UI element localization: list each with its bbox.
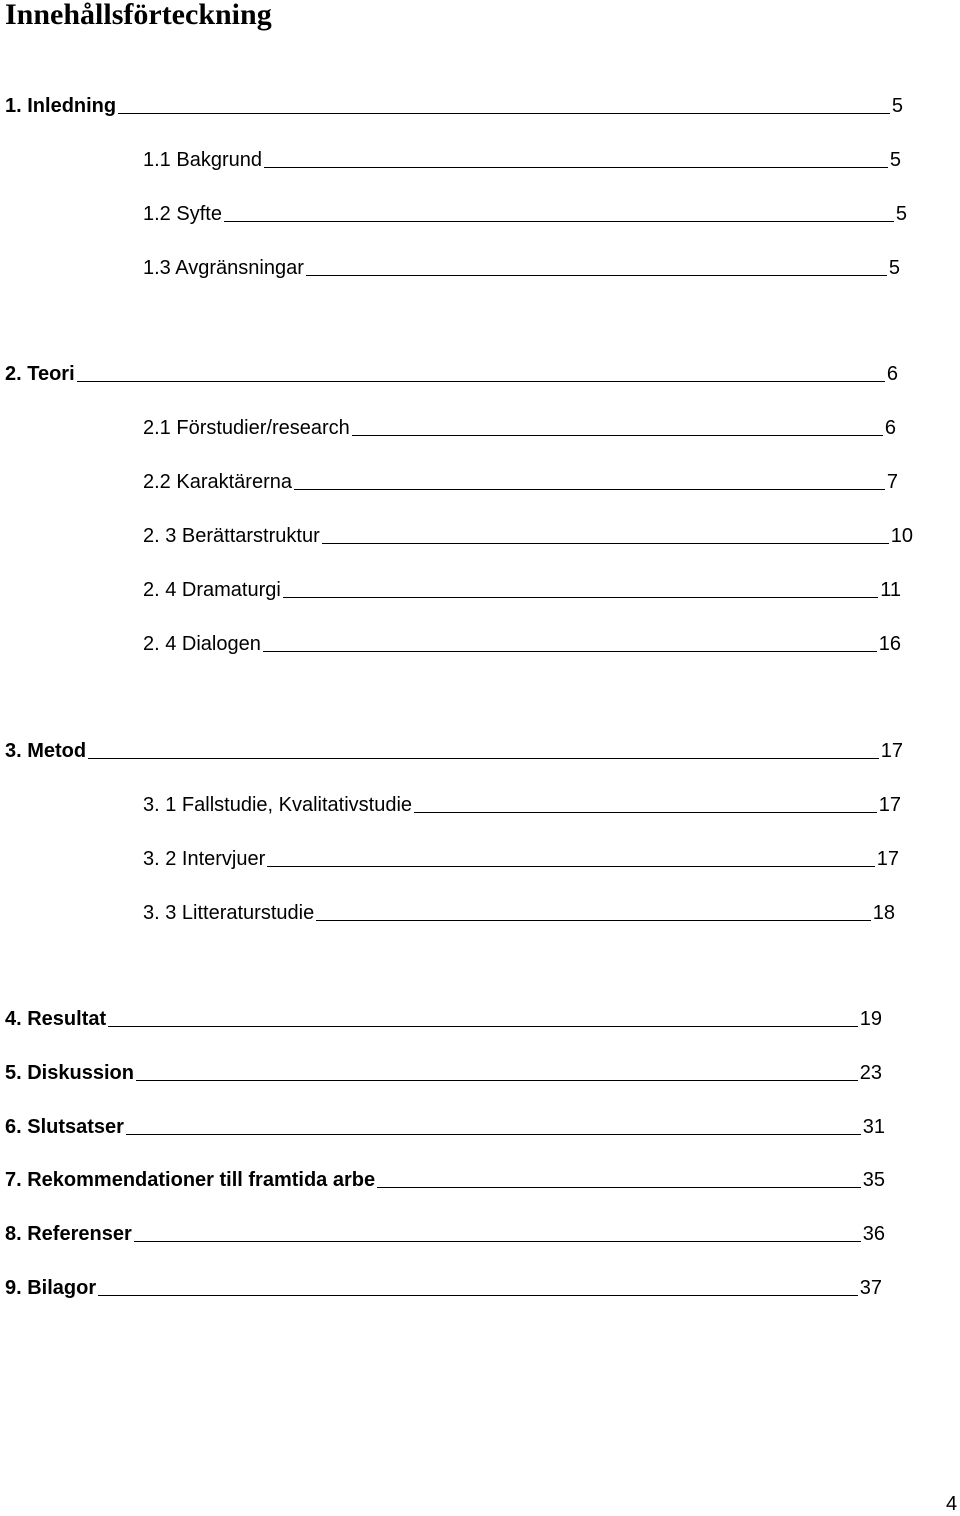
toc-entry-fallstudie[interactable] xyxy=(143,789,901,817)
toc-entry-page: 17 xyxy=(876,848,899,870)
toc-entry-label: 1.3 Avgränsningar xyxy=(143,257,304,279)
toc-leader-line xyxy=(98,1295,858,1296)
toc-leader-line xyxy=(316,920,871,921)
toc-leader-line xyxy=(352,435,883,436)
toc-entry-berattarstruktur[interactable] xyxy=(143,520,913,548)
toc-entry-page: 5 xyxy=(888,257,900,279)
toc-entry-page: 35 xyxy=(862,1169,885,1191)
toc-entry-label: 2.1 Förstudier/research xyxy=(143,417,350,439)
toc-entry-page: 19 xyxy=(859,1008,882,1030)
toc-entry-bakgrund[interactable] xyxy=(143,144,901,172)
toc-entry-label: 2. 3 Berättarstruktur xyxy=(143,525,320,547)
toc-entry-page: 5 xyxy=(895,203,907,225)
toc-entry-page: 11 xyxy=(880,579,901,601)
toc-entry-bilagor[interactable] xyxy=(5,1272,882,1300)
toc-entry-syfte[interactable] xyxy=(143,198,907,226)
toc-entry-inledning[interactable] xyxy=(5,90,903,118)
page-title: Innehållsförteckning xyxy=(5,0,272,31)
toc-entry-page: 5 xyxy=(891,95,903,117)
toc-leader-line xyxy=(377,1187,861,1188)
toc-entry-label: 2. 4 Dialogen xyxy=(143,633,261,655)
toc-entry-avgransningar[interactable] xyxy=(143,252,900,280)
toc-entry-label: 3. 3 Litteraturstudie xyxy=(143,902,315,924)
toc-entry-page: 17 xyxy=(880,740,903,762)
toc-entry-page: 5 xyxy=(889,149,901,171)
toc-entry-label: 1.2 Syfte xyxy=(143,203,222,225)
toc-entry-page: 6 xyxy=(884,417,896,439)
toc-entry-page: 18 xyxy=(872,902,895,924)
toc-entry-label: 6. Slutsatser xyxy=(5,1116,124,1138)
toc-entry-dramaturgi[interactable] xyxy=(143,574,901,602)
toc-entry-label: 3. 1 Fallstudie, Kvalitativstudie xyxy=(143,794,413,816)
toc-leader-line xyxy=(77,381,885,382)
toc-entry-page: 23 xyxy=(859,1062,882,1084)
toc-entry-referenser[interactable] xyxy=(5,1218,885,1246)
toc-entry-resultat[interactable] xyxy=(5,1003,882,1031)
toc-entry-page: 6 xyxy=(886,363,898,385)
toc-leader-line xyxy=(414,812,877,813)
toc-entry-label: 7. Rekommendationer till framtida arbe xyxy=(5,1169,376,1191)
toc-entry-label: 2. 4 Dramaturgi xyxy=(143,579,281,601)
toc-leader-line xyxy=(134,1241,861,1242)
toc-leader-line xyxy=(263,651,877,652)
toc-leader-line xyxy=(118,113,890,114)
toc-entry-slutsatser[interactable] xyxy=(5,1111,885,1139)
toc-leader-line xyxy=(136,1080,858,1081)
toc-entry-intervjuer[interactable] xyxy=(143,843,899,871)
toc-entry-karaktarerna[interactable] xyxy=(143,466,898,494)
toc-leader-line xyxy=(306,275,887,276)
toc-entry-page: 31 xyxy=(862,1116,885,1138)
toc-entry-dialogen[interactable] xyxy=(143,628,901,656)
toc-leader-line xyxy=(322,543,889,544)
toc-entry-label: 9. Bilagor xyxy=(5,1277,97,1299)
page-number: 4 xyxy=(946,1493,958,1515)
toc-entry-page: 7 xyxy=(886,471,898,493)
toc-entry-forstudier[interactable] xyxy=(143,412,896,440)
toc-leader-line xyxy=(264,167,888,168)
toc-entry-label: 1. Inledning xyxy=(5,95,117,117)
toc-leader-line xyxy=(108,1026,858,1027)
toc-entry-label: 1.1 Bakgrund xyxy=(143,149,262,171)
toc-entry-page: 36 xyxy=(862,1223,885,1245)
toc-entry-page: 37 xyxy=(859,1277,882,1299)
toc-entry-label: 3. Metod xyxy=(5,740,87,762)
toc-leader-line xyxy=(88,758,879,759)
toc-entry-label: 8. Referenser xyxy=(5,1223,132,1245)
toc-entry-diskussion[interactable] xyxy=(5,1057,882,1085)
toc-leader-line xyxy=(126,1134,861,1135)
toc-entry-litteraturstudie[interactable] xyxy=(143,897,895,925)
toc-entry-teori[interactable] xyxy=(5,358,898,386)
toc-entry-page: 16 xyxy=(878,633,901,655)
toc-leader-line xyxy=(224,221,894,222)
toc-entry-label: 4. Resultat xyxy=(5,1008,107,1030)
toc-entry-label: 2.2 Karaktärerna xyxy=(143,471,292,493)
toc-entry-label: 2. Teori xyxy=(5,363,75,385)
toc-leader-line xyxy=(294,489,885,490)
toc-entry-page: 10 xyxy=(890,525,913,547)
toc-entry-page: 17 xyxy=(878,794,901,816)
toc-entry-label: 3. 2 Intervjuer xyxy=(143,848,266,870)
toc-leader-line xyxy=(283,597,878,598)
toc-entry-rekommendationer[interactable] xyxy=(5,1164,885,1192)
toc-leader-line xyxy=(267,866,874,867)
toc-entry-label: 5. Diskussion xyxy=(5,1062,134,1084)
toc-entry-metod[interactable] xyxy=(5,735,903,763)
